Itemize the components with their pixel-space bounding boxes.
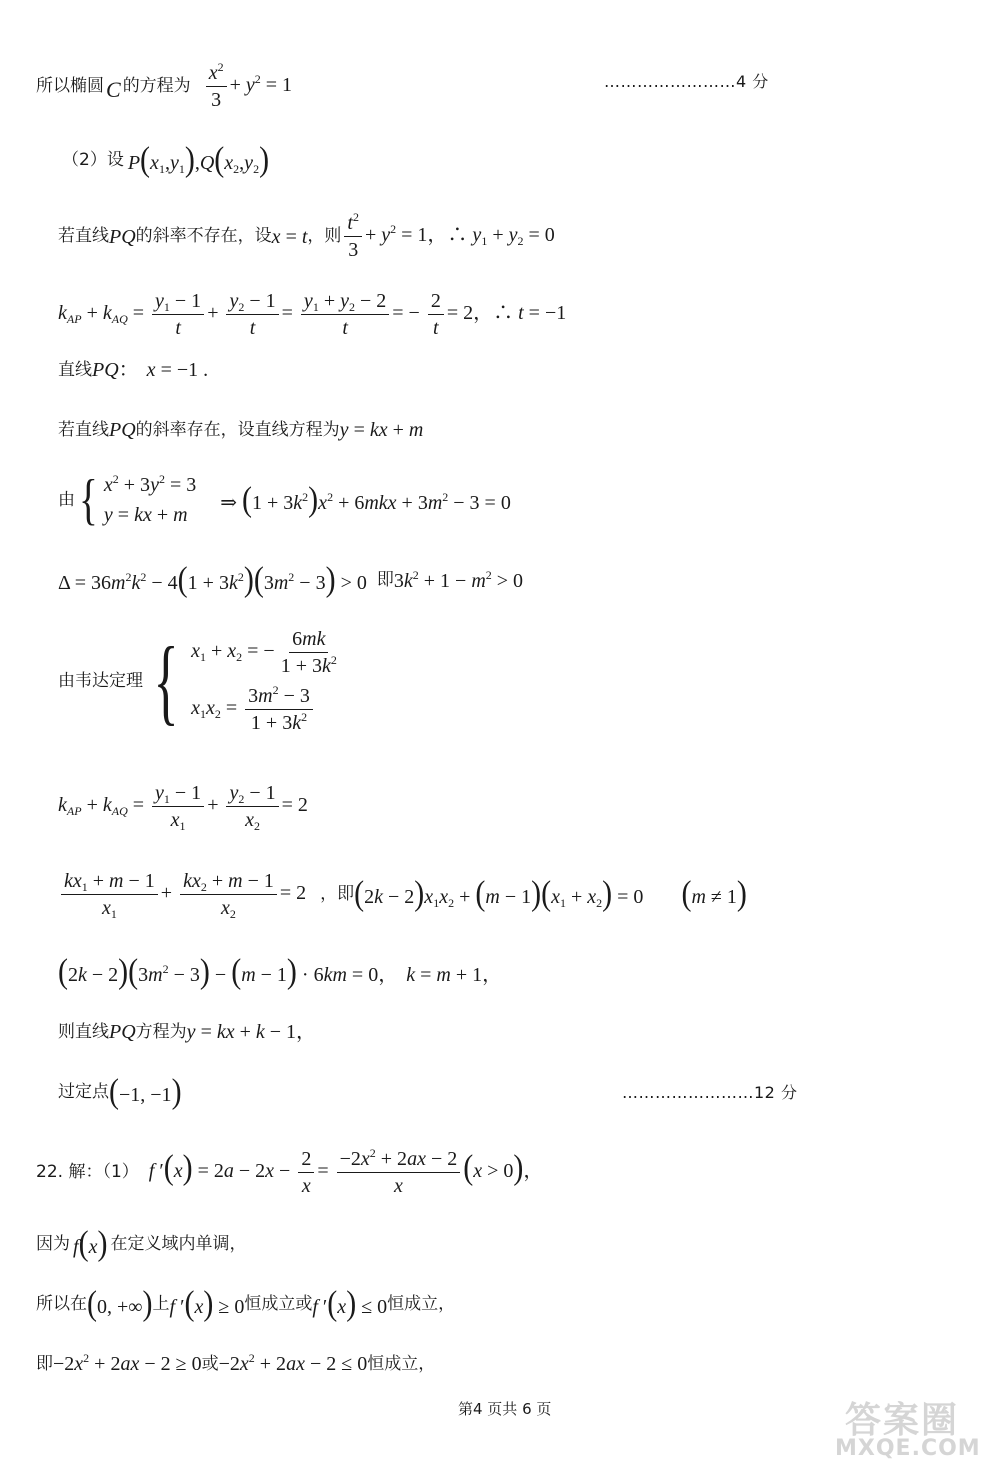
slope-sum-line-1: $k_{AP} + k_{AQ}$ = $\frac{y_1 - 1}{t}$ + $\frac{y_2 - 1}{t}$ = $\frac{y_1 + y_2 - 2}{t}$ = − $\frac{2}{t}$ = 2，∴ t = −1 — [58, 290, 567, 339]
slope-sum-line-2: $k_{AP} + k_{AQ}$ = $\frac{y_1 - 1}{x_1}$ + $\frac{y_2 - 1}{x_2}$ = 2 — [58, 782, 308, 833]
text-ellipse-mid: 的方程为 — [122, 76, 191, 96]
vieta-line: 由韦达定理 { $x_1 + x_2$ = − $\frac{6mk}{1 + 3k^2}$ $x_1x_2$ = $\frac{3m^2 - 3}{1 + 3k^2}$ — [58, 627, 337, 734]
text-case1b: 的斜率不存在，设 — [135, 226, 272, 246]
line-pq-eq: 则直线 PQ 方程为 y = kx + k − 1， — [58, 1021, 317, 1043]
k-equals-line: $(2k - 2)(3m^2 - 3) - (m - 1) \cdot 6km = 0$， k = m + 1， — [58, 952, 503, 991]
line-pq-x: 直线 PQ： x = −1 . — [58, 359, 209, 381]
expanded-line: $\frac{kx_1 + m - 1}{x_1}$ + $\frac{kx_2 + m - 1}{x_2}$ = 2 ，即 $(2k - 2)x_1x_2 + (m - 1)(x_1 + x_2) = 0$ (m ≠ 1) — [58, 870, 747, 919]
inequality-line: 即 $-2x^2 + 2ax - 2 \ge 0$ 或 $-2x^2 + 2ax - 2 \le 0$ 恒成立， — [36, 1351, 436, 1375]
case2-line: 若直线 PQ 的斜率存在，设直线方程为 y = kx + m — [58, 419, 424, 441]
page-footer: 第4 页共 6 页 — [458, 1400, 552, 1418]
case1-line: 若直线 PQ 的斜率不存在，设 x = t ，则 $\frac{t^2}{3}$ + $y^2 = 1$，∴ $y_1 + y_2 = 0$ — [58, 210, 555, 261]
text-ellipse-prefix: 所以椭圆 — [36, 76, 104, 96]
q22-line: 22. 解：（1） f ′(x) = 2a − 2x − $\frac{2}{x}$ = $\frac{-2x^2 + 2ax - 2}{x}$ (x > 0)， — [36, 1146, 544, 1197]
watermark-top: 答案圈 — [845, 1400, 960, 1441]
text-case1c: ，则 — [307, 226, 342, 246]
math-points-pq: $P(x_1,y_1),Q(x_2,y_2)$ — [127, 140, 270, 179]
math-c: C — [106, 76, 121, 102]
score-12: ……………………12 分 — [622, 1083, 798, 1102]
interval-line: 所以在 (0, +∞) 上 f ′(x) ≥ 0 恒成立或 f ′(x) ≤ 0 恒成立， — [36, 1284, 456, 1323]
text-case1: 若直线 — [58, 226, 109, 246]
math-ellipse-eq: $\frac{x^2}{3}$ + $y^2 = 1$ — [203, 62, 292, 111]
ellipse-equation-line — [36, 62, 292, 111]
fixed-point-line: 过定点 (−1, −1) — [58, 1072, 182, 1111]
math-case1: $\frac{t^2}{3}$ + $y^2 = 1$，∴ $y_1 + y_2 = 0$ — [341, 212, 554, 261]
part2-line — [62, 140, 270, 179]
watermark-bottom: MXQE.COM — [835, 1436, 981, 1461]
system-line: 由 { $x^2 + 3y^2 = 3$ y = kx + m ⇒ $(1 + 3k^2)x^2 + 6mkx + 3m^2 - 3 = 0$ — [58, 469, 511, 531]
text-part2: （2）设 — [62, 150, 124, 170]
monotone-line: 因为 f(x) 在定义域内单调， — [36, 1224, 247, 1263]
discriminant-line: $\Delta = 36m^2k^2 - 4(1 + 3k^2)(3m^2 - 3) > 0$ 即 $3k^2 + 1 - m^2 > 0$ — [58, 560, 524, 599]
score-4: ……………………4 分 — [604, 72, 769, 91]
